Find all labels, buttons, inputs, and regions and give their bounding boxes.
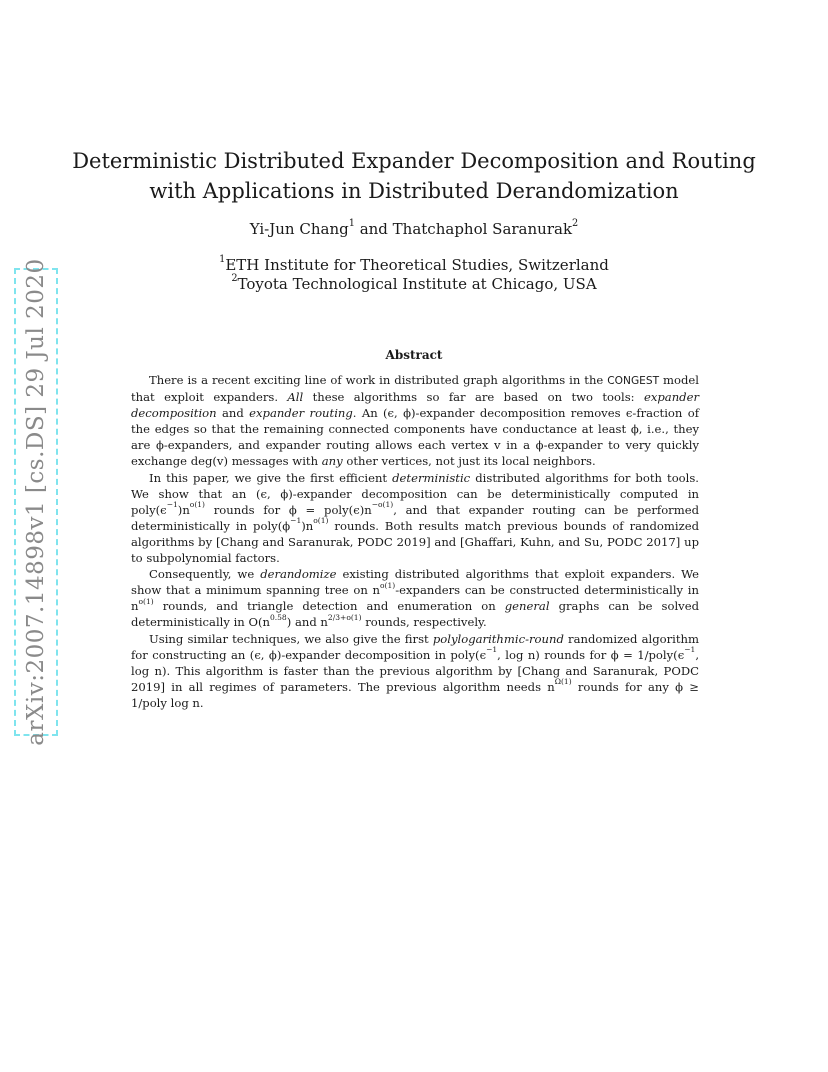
title-line-1: Deterministic Distributed Expander Decomposition and Routing <box>72 149 756 173</box>
affiliation <box>0 275 828 294</box>
affiliation-list <box>0 256 828 294</box>
author-name: Yi-Jun Chang <box>249 220 349 238</box>
affiliation-mark: 2 <box>572 218 579 230</box>
abstract-paragraph: There is a recent exciting line of work in distributed graph algorithms in the CONGEST model that exploit expanders. All these algorithms so far are based on two tools: expander decomposition and expander routing. An (ϵ, ϕ)-expander decomposition removes ϵ-fraction of the edges so that the remaining connected components have conductance at least ϕ, i.e., they are ϕ-expanders, and expander routing allows each vertex v in a ϕ-expander to very quickly exchange deg(v) messages with any other vertices, not just its local neighbors. <box>131 373 699 469</box>
affiliation <box>0 256 828 275</box>
paper-title <box>0 146 828 206</box>
abstract-body <box>131 372 699 711</box>
affiliation-mark: 1 <box>348 218 355 230</box>
affiliation-mark: 1 <box>219 254 226 266</box>
affiliation-text: ETH Institute for Theoretical Studies, Switzerland <box>225 256 609 274</box>
abstract-heading: Abstract <box>385 348 443 362</box>
abstract-paragraph: Using similar techniques, we also give the first polylogarithmic-round randomized algorithm for constructing an (ϵ, ϕ)-expander decomposition in $poly(\epsilon^{-1}$, log n) rounds for $\phi = 1/poly(\epsilon^{-1}$, log n). This algorithm is faster than the previous algorithm by [Chang and Saranurak, PODC 2019] in all regimes of parameters. The previous algorithm needs $n^{\Omega(1)}$ rounds for any ϕ ≥ 1/poly log n. <box>131 631 699 710</box>
abstract-paragraph: In this paper, we give the first efficient deterministic distributed algorithms for both tools. We show that an (ϵ, ϕ)-expander decomposition can be deterministically computed in $poly(\epsilon^{-1})n^{o(1)}$ rounds for $\phi = poly(\epsilon)n^{-o(1)}$, and that expander routing can be performed deterministically in $poly(\phi^{-1})n^{o(1)}$ rounds. Both results match previous bounds of randomized algorithms by [Chang and Saranurak, PODC 2019] and [Ghaffari, Kuhn, and Su, PODC 2017] up to subpolynomial factors. <box>131 470 699 566</box>
author-list <box>0 220 828 238</box>
abstract-paragraph: Consequently, we derandomize existing distributed algorithms that exploit expanders. We show that a minimum spanning tree on $n^{o(1)}$-expanders can be constructed deterministically in $n^{o(1)}$ rounds, and triangle detection and enumeration on general graphs can be solved deterministically in $O(n^{0.58})$ and $n^{2/3+o(1)}$ rounds, respectively. <box>131 567 699 630</box>
affiliation-mark: 2 <box>231 273 238 285</box>
author-conjunction: and <box>354 220 393 238</box>
author-name: Thatchaphol Saranurak <box>392 220 573 238</box>
title-line-2: with Applications in Distributed Derandomization <box>149 179 679 203</box>
arxiv-identifier: arXiv:2007.14898v1 [cs.DS] 29 Jul 2020 <box>23 258 49 746</box>
arxiv-identifier-stamp <box>14 258 58 746</box>
affiliation-text: Toyota Technological Institute at Chicago, USA <box>237 275 597 293</box>
